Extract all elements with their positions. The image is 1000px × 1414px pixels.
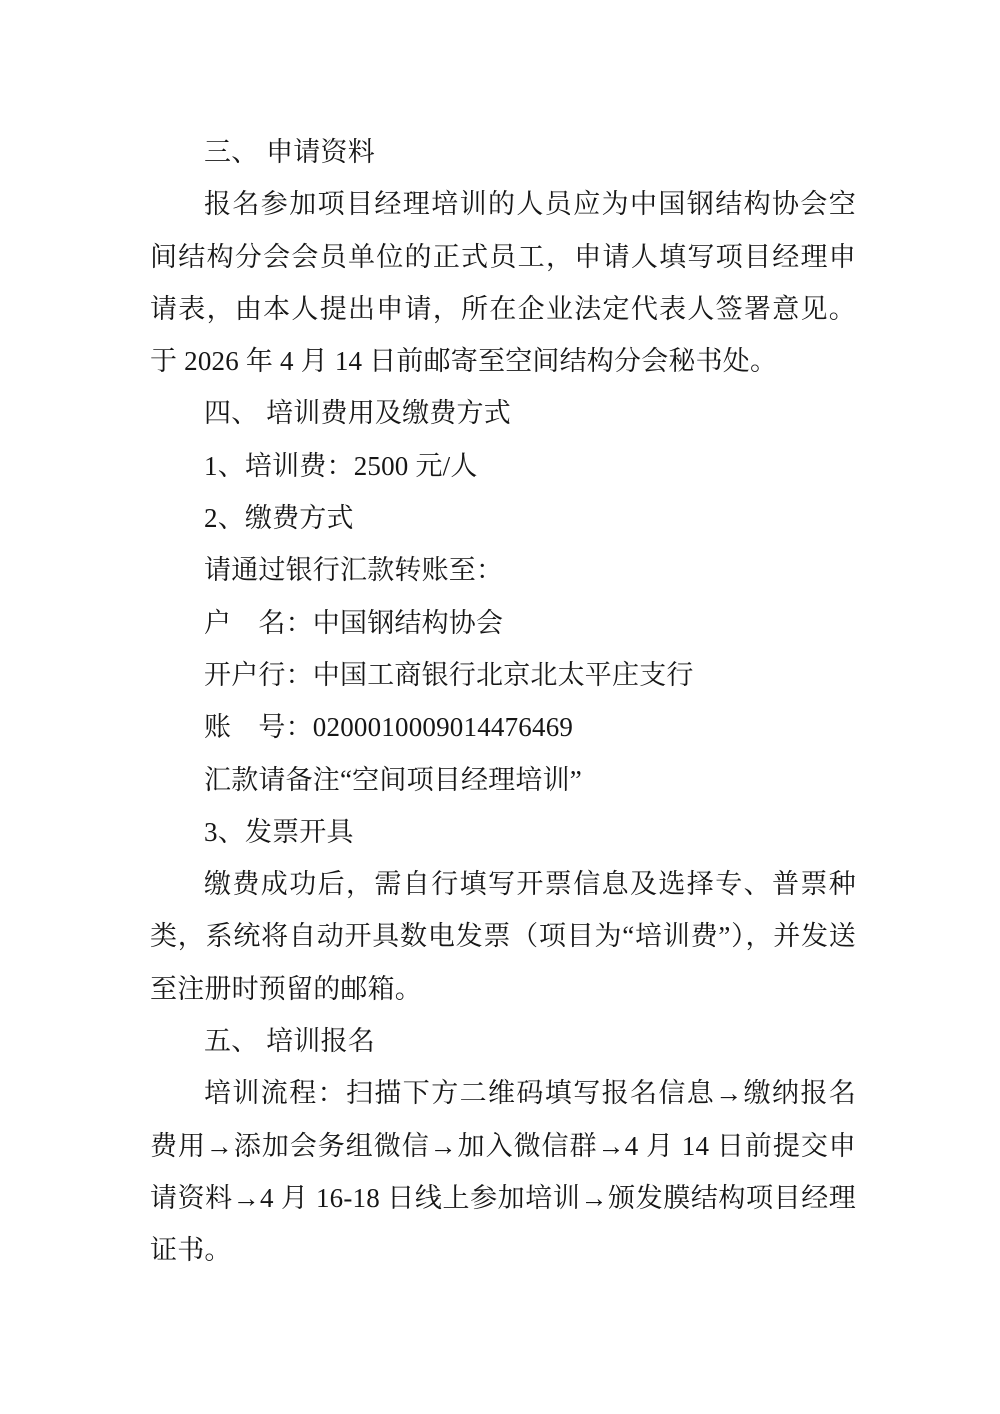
section-heading-training-registration: 五、 培训报名	[204, 1026, 375, 1057]
paragraph-invoice-details: 缴费成功后，需自行填写开票信息及选择专、普票种类，系统将自动开具数电发票（项目为“培训费”），并发送至注册时预留的邮箱。	[150, 869, 856, 1004]
training-fee-value: 2500 元/人	[353, 450, 478, 481]
paragraph-application-requirements: 报名参加项目经理培训的人员应为中国钢结构协会空间结构分会会员单位的正式员工，申请人填写项目经理申请表，由本人提出申请，所在企业法定代表人签署意见。于 2026 年 4 月 14 日前邮寄至空间结构分会秘书处。	[150, 189, 856, 377]
account-number-line: 账 号：0200010009014476469	[204, 712, 574, 743]
subheading-payment-method: 2、缴费方式	[204, 503, 354, 534]
document-content	[150, 126, 856, 1277]
section-heading-fees-and-payment: 四、 培训费用及缴费方式	[204, 398, 511, 429]
training-fee-label: 1、培训费：	[204, 450, 354, 481]
payment-intro-line: 请通过银行汇款转账至：	[204, 555, 504, 586]
subheading-invoice-issuance: 3、发票开具	[204, 816, 354, 847]
training-fee-line	[150, 440, 856, 492]
remittance-note-line: 汇款请备注“空间项目经理培训”	[204, 764, 582, 795]
account-name-line: 户 名：中国钢结构协会	[204, 607, 504, 638]
bank-branch-line: 开户行：中国工商银行北京北太平庄支行	[204, 659, 694, 690]
section-heading-application-materials: 三、 申请资料	[204, 137, 375, 167]
paragraph-training-process: 培训流程：扫描下方二维码填写报名信息→缴纳报名费用→添加会务组微信→加入微信群→4 月 14 日前提交申请资料→4 月 16-18 日线上参加培训→颁发膜结构项目经理证书。	[150, 1078, 856, 1266]
